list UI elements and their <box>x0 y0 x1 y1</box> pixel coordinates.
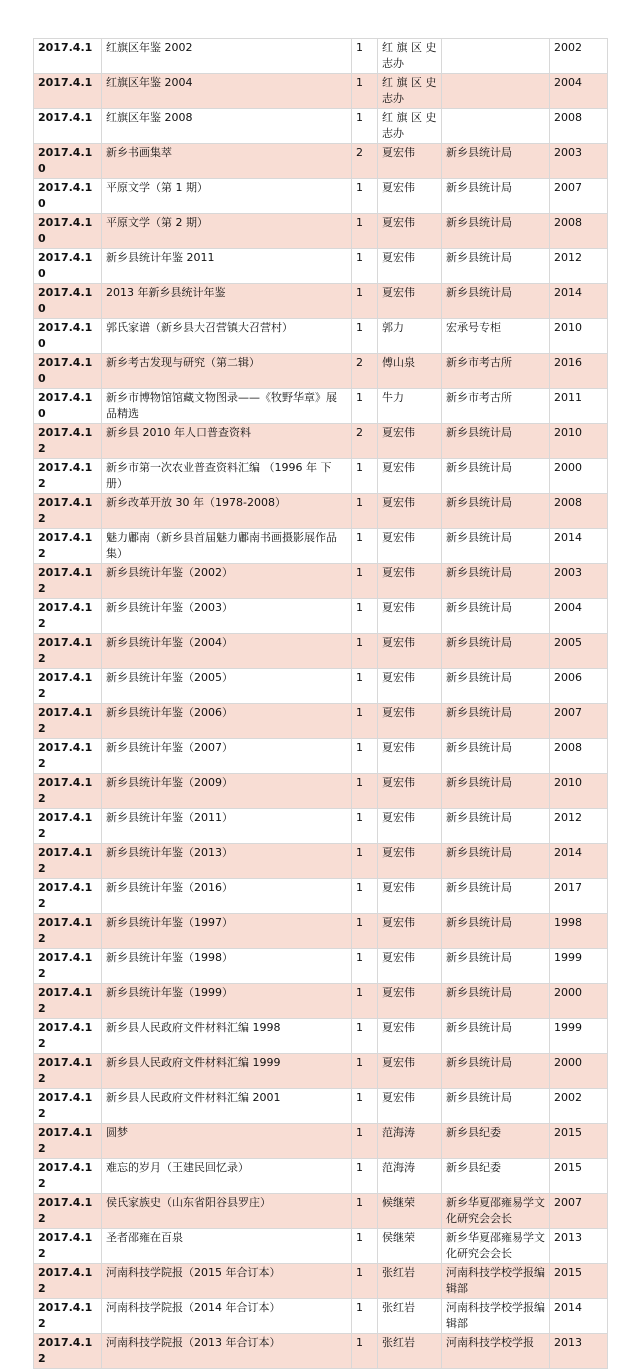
title-cell: 圣者邵雍在百泉 <box>102 1229 352 1264</box>
date-cell: 2017.4.12 <box>34 1089 102 1124</box>
date-cell: 2017.4.12 <box>34 1054 102 1089</box>
quantity-cell: 1 <box>352 1054 378 1089</box>
author-cell: 郭力 <box>378 319 442 354</box>
year-cell: 2007 <box>550 1194 608 1229</box>
author-cell: 夏宏伟 <box>378 844 442 879</box>
table-row <box>34 1159 608 1194</box>
table-row <box>34 109 608 144</box>
date-cell: 2017.4.12 <box>34 914 102 949</box>
title-cell: 新乡县统计年鉴（2013） <box>102 844 352 879</box>
table-row <box>34 984 608 1019</box>
table-row <box>34 1054 608 1089</box>
date-cell: 2017.4.12 <box>34 1019 102 1054</box>
quantity-cell: 1 <box>352 494 378 529</box>
publisher-cell: 新乡县统计局 <box>442 984 550 1019</box>
date-cell: 2017.4.1 <box>34 74 102 109</box>
year-cell: 2012 <box>550 249 608 284</box>
publisher-cell: 新乡县纪委 <box>442 1124 550 1159</box>
table-row <box>34 1019 608 1054</box>
author-cell: 夏宏伟 <box>378 949 442 984</box>
author-cell: 夏宏伟 <box>378 249 442 284</box>
date-cell: 2017.4.1 <box>34 39 102 74</box>
title-cell: 新乡县统计年鉴（2007） <box>102 739 352 774</box>
quantity-cell: 1 <box>352 74 378 109</box>
table-row <box>34 144 608 179</box>
table-row <box>34 319 608 354</box>
table-row <box>34 914 608 949</box>
quantity-cell: 1 <box>352 879 378 914</box>
table-row <box>34 354 608 389</box>
publisher-cell: 新乡县统计局 <box>442 879 550 914</box>
table-row <box>34 634 608 669</box>
table-row <box>34 284 608 319</box>
title-cell: 新乡县人民政府文件材料汇编 2001 <box>102 1089 352 1124</box>
date-cell: 2017.4.12 <box>34 774 102 809</box>
author-cell: 范海涛 <box>378 1124 442 1159</box>
author-cell: 夏宏伟 <box>378 494 442 529</box>
date-cell: 2017.4.10 <box>34 214 102 249</box>
date-cell: 2017.4.10 <box>34 389 102 424</box>
quantity-cell: 1 <box>352 1264 378 1299</box>
title-cell: 新乡市博物馆馆藏文物图录——《牧野华章》展品精选 <box>102 389 352 424</box>
book-donation-table <box>33 38 608 1369</box>
quantity-cell: 1 <box>352 249 378 284</box>
title-cell: 新乡县统计年鉴（2004） <box>102 634 352 669</box>
author-cell: 夏宏伟 <box>378 914 442 949</box>
author-cell: 夏宏伟 <box>378 459 442 494</box>
table-row <box>34 809 608 844</box>
quantity-cell: 1 <box>352 214 378 249</box>
title-cell: 红旗区年鉴 2008 <box>102 109 352 144</box>
title-cell: 红旗区年鉴 2004 <box>102 74 352 109</box>
title-cell: 新乡县统计年鉴（2005） <box>102 669 352 704</box>
year-cell: 2008 <box>550 494 608 529</box>
title-cell: 新乡县统计年鉴（2011） <box>102 809 352 844</box>
date-cell: 2017.4.12 <box>34 949 102 984</box>
quantity-cell: 1 <box>352 564 378 599</box>
author-cell: 夏宏伟 <box>378 1089 442 1124</box>
table-row <box>34 214 608 249</box>
author-cell: 夏宏伟 <box>378 179 442 214</box>
title-cell: 新乡改革开放 30 年（1978-2008） <box>102 494 352 529</box>
author-cell: 红 旗 区 史 志办 <box>378 74 442 109</box>
author-cell: 夏宏伟 <box>378 704 442 739</box>
table-row <box>34 949 608 984</box>
date-cell: 2017.4.12 <box>34 634 102 669</box>
title-cell: 新乡县统计年鉴（2016） <box>102 879 352 914</box>
quantity-cell: 1 <box>352 844 378 879</box>
year-cell: 2004 <box>550 599 608 634</box>
year-cell: 2015 <box>550 1159 608 1194</box>
year-cell: 2014 <box>550 529 608 564</box>
year-cell: 2010 <box>550 319 608 354</box>
table-row <box>34 1089 608 1124</box>
quantity-cell: 1 <box>352 984 378 1019</box>
year-cell: 2013 <box>550 1229 608 1264</box>
quantity-cell: 1 <box>352 809 378 844</box>
date-cell: 2017.4.12 <box>34 669 102 704</box>
date-cell: 2017.4.10 <box>34 354 102 389</box>
year-cell: 2008 <box>550 739 608 774</box>
quantity-cell: 1 <box>352 1229 378 1264</box>
year-cell: 2000 <box>550 459 608 494</box>
table-row <box>34 1229 608 1264</box>
publisher-cell: 新乡县统计局 <box>442 494 550 529</box>
date-cell: 2017.4.1 <box>34 109 102 144</box>
year-cell: 1999 <box>550 1019 608 1054</box>
publisher-cell: 新乡县统计局 <box>442 634 550 669</box>
table-row <box>34 704 608 739</box>
publisher-cell: 新乡市考古所 <box>442 354 550 389</box>
publisher-cell: 新乡县统计局 <box>442 669 550 704</box>
table-row <box>34 879 608 914</box>
publisher-cell <box>442 39 550 74</box>
year-cell: 2014 <box>550 1299 608 1334</box>
table-row <box>34 1264 608 1299</box>
author-cell: 张红岩 <box>378 1334 442 1369</box>
publisher-cell: 新乡县统计局 <box>442 144 550 179</box>
date-cell: 2017.4.12 <box>34 879 102 914</box>
title-cell: 难忘的岁月（王建民回忆录） <box>102 1159 352 1194</box>
publisher-cell: 新乡市考古所 <box>442 389 550 424</box>
date-cell: 2017.4.12 <box>34 984 102 1019</box>
author-cell: 红 旗 区 史 志办 <box>378 39 442 74</box>
publisher-cell: 新乡县统计局 <box>442 1089 550 1124</box>
author-cell: 夏宏伟 <box>378 424 442 459</box>
date-cell: 2017.4.12 <box>34 739 102 774</box>
publisher-cell: 河南科技学校学报 <box>442 1334 550 1369</box>
author-cell: 夏宏伟 <box>378 669 442 704</box>
author-cell: 傅山泉 <box>378 354 442 389</box>
year-cell: 2002 <box>550 39 608 74</box>
title-cell: 郭氏家谱（新乡县大召营镇大召营村） <box>102 319 352 354</box>
year-cell: 2014 <box>550 284 608 319</box>
publisher-cell: 新乡县统计局 <box>442 529 550 564</box>
table-row <box>34 599 608 634</box>
author-cell: 夏宏伟 <box>378 529 442 564</box>
date-cell: 2017.4.12 <box>34 1334 102 1369</box>
quantity-cell: 2 <box>352 424 378 459</box>
quantity-cell: 1 <box>352 914 378 949</box>
title-cell: 新乡县人民政府文件材料汇编 1998 <box>102 1019 352 1054</box>
quantity-cell: 1 <box>352 634 378 669</box>
date-cell: 2017.4.12 <box>34 704 102 739</box>
quantity-cell: 1 <box>352 319 378 354</box>
publisher-cell: 新乡华夏邵雍易学文化研究会会长 <box>442 1194 550 1229</box>
date-cell: 2017.4.10 <box>34 179 102 214</box>
publisher-cell: 河南科技学校学报编辑部 <box>442 1264 550 1299</box>
year-cell: 2003 <box>550 144 608 179</box>
year-cell: 2000 <box>550 1054 608 1089</box>
table-row <box>34 1334 608 1369</box>
publisher-cell: 新乡县统计局 <box>442 774 550 809</box>
quantity-cell: 1 <box>352 599 378 634</box>
table-row <box>34 494 608 529</box>
author-cell: 夏宏伟 <box>378 564 442 599</box>
title-cell: 河南科技学院报（2013 年合订本） <box>102 1334 352 1369</box>
table-row <box>34 739 608 774</box>
table-row <box>34 1124 608 1159</box>
year-cell: 2012 <box>550 809 608 844</box>
publisher-cell: 新乡县统计局 <box>442 179 550 214</box>
year-cell: 2007 <box>550 704 608 739</box>
title-cell: 新乡县统计年鉴（2009） <box>102 774 352 809</box>
date-cell: 2017.4.12 <box>34 459 102 494</box>
quantity-cell: 1 <box>352 1089 378 1124</box>
quantity-cell: 1 <box>352 389 378 424</box>
date-cell: 2017.4.12 <box>34 1194 102 1229</box>
quantity-cell: 1 <box>352 109 378 144</box>
quantity-cell: 1 <box>352 739 378 774</box>
publisher-cell: 新乡县统计局 <box>442 284 550 319</box>
author-cell: 夏宏伟 <box>378 984 442 1019</box>
title-cell: 圆梦 <box>102 1124 352 1159</box>
title-cell: 新乡市第一次农业普查资料汇编 （1996 年 下册） <box>102 459 352 494</box>
year-cell: 1999 <box>550 949 608 984</box>
publisher-cell: 新乡县统计局 <box>442 249 550 284</box>
title-cell: 侯氏家族史（山东省阳谷县罗庄） <box>102 1194 352 1229</box>
publisher-cell: 新乡县统计局 <box>442 564 550 599</box>
author-cell: 牛力 <box>378 389 442 424</box>
year-cell: 2014 <box>550 844 608 879</box>
quantity-cell: 2 <box>352 144 378 179</box>
author-cell: 夏宏伟 <box>378 284 442 319</box>
quantity-cell: 1 <box>352 39 378 74</box>
year-cell: 2010 <box>550 774 608 809</box>
author-cell: 侯继荣 <box>378 1229 442 1264</box>
year-cell: 2011 <box>550 389 608 424</box>
date-cell: 2017.4.12 <box>34 424 102 459</box>
table-row <box>34 179 608 214</box>
title-cell: 平原文学（第 2 期） <box>102 214 352 249</box>
author-cell: 夏宏伟 <box>378 879 442 914</box>
quantity-cell: 1 <box>352 1019 378 1054</box>
quantity-cell: 1 <box>352 529 378 564</box>
quantity-cell: 1 <box>352 669 378 704</box>
publisher-cell: 新乡华夏邵雍易学文化研究会会长 <box>442 1229 550 1264</box>
quantity-cell: 1 <box>352 704 378 739</box>
quantity-cell: 1 <box>352 949 378 984</box>
table-row <box>34 389 608 424</box>
quantity-cell: 1 <box>352 1194 378 1229</box>
publisher-cell: 河南科技学校学报编辑部 <box>442 1299 550 1334</box>
table-row <box>34 564 608 599</box>
publisher-cell: 新乡县统计局 <box>442 844 550 879</box>
author-cell: 夏宏伟 <box>378 1019 442 1054</box>
author-cell: 夏宏伟 <box>378 144 442 179</box>
table-row <box>34 1299 608 1334</box>
year-cell: 2005 <box>550 634 608 669</box>
date-cell: 2017.4.12 <box>34 1264 102 1299</box>
date-cell: 2017.4.12 <box>34 1299 102 1334</box>
quantity-cell: 1 <box>352 284 378 319</box>
table-row <box>34 774 608 809</box>
publisher-cell: 新乡县统计局 <box>442 739 550 774</box>
year-cell: 2002 <box>550 1089 608 1124</box>
quantity-cell: 1 <box>352 1334 378 1369</box>
author-cell: 夏宏伟 <box>378 1054 442 1089</box>
title-cell: 新乡县统计年鉴（2003） <box>102 599 352 634</box>
author-cell: 夏宏伟 <box>378 214 442 249</box>
year-cell: 2000 <box>550 984 608 1019</box>
year-cell: 2017 <box>550 879 608 914</box>
year-cell: 2004 <box>550 74 608 109</box>
author-cell: 夏宏伟 <box>378 739 442 774</box>
author-cell: 张红岩 <box>378 1264 442 1299</box>
year-cell: 2010 <box>550 424 608 459</box>
quantity-cell: 1 <box>352 179 378 214</box>
publisher-cell <box>442 109 550 144</box>
publisher-cell: 新乡县统计局 <box>442 214 550 249</box>
year-cell: 2015 <box>550 1264 608 1299</box>
author-cell: 张红岩 <box>378 1299 442 1334</box>
title-cell: 新乡县统计年鉴 2011 <box>102 249 352 284</box>
year-cell: 2016 <box>550 354 608 389</box>
table-row <box>34 1194 608 1229</box>
table-row <box>34 529 608 564</box>
year-cell: 2007 <box>550 179 608 214</box>
date-cell: 2017.4.12 <box>34 809 102 844</box>
publisher-cell: 新乡县统计局 <box>442 459 550 494</box>
publisher-cell: 新乡县统计局 <box>442 599 550 634</box>
date-cell: 2017.4.12 <box>34 564 102 599</box>
year-cell: 2008 <box>550 214 608 249</box>
publisher-cell: 新乡县统计局 <box>442 424 550 459</box>
date-cell: 2017.4.12 <box>34 1229 102 1264</box>
date-cell: 2017.4.10 <box>34 144 102 179</box>
date-cell: 2017.4.10 <box>34 319 102 354</box>
title-cell: 新乡县统计年鉴（1998） <box>102 949 352 984</box>
author-cell: 范海涛 <box>378 1159 442 1194</box>
date-cell: 2017.4.12 <box>34 494 102 529</box>
publisher-cell: 新乡县统计局 <box>442 704 550 739</box>
publisher-cell: 新乡县纪委 <box>442 1159 550 1194</box>
author-cell: 红 旗 区 史 志办 <box>378 109 442 144</box>
title-cell: 新乡考古发现与研究（第二辑） <box>102 354 352 389</box>
publisher-cell: 宏承号专柜 <box>442 319 550 354</box>
title-cell: 新乡县统计年鉴（1997） <box>102 914 352 949</box>
publisher-cell: 新乡县统计局 <box>442 949 550 984</box>
title-cell: 新乡县人民政府文件材料汇编 1999 <box>102 1054 352 1089</box>
publisher-cell: 新乡县统计局 <box>442 809 550 844</box>
title-cell: 河南科技学院报（2015 年合订本） <box>102 1264 352 1299</box>
year-cell: 2006 <box>550 669 608 704</box>
author-cell: 候继荣 <box>378 1194 442 1229</box>
year-cell: 2015 <box>550 1124 608 1159</box>
date-cell: 2017.4.12 <box>34 529 102 564</box>
date-cell: 2017.4.10 <box>34 284 102 319</box>
title-cell: 平原文学（第 1 期） <box>102 179 352 214</box>
table-row <box>34 669 608 704</box>
quantity-cell: 1 <box>352 1159 378 1194</box>
quantity-cell: 2 <box>352 354 378 389</box>
year-cell: 2013 <box>550 1334 608 1369</box>
table-row <box>34 39 608 74</box>
quantity-cell: 1 <box>352 459 378 494</box>
date-cell: 2017.4.10 <box>34 249 102 284</box>
author-cell: 夏宏伟 <box>378 634 442 669</box>
publisher-cell: 新乡县统计局 <box>442 1019 550 1054</box>
year-cell: 1998 <box>550 914 608 949</box>
year-cell: 2003 <box>550 564 608 599</box>
date-cell: 2017.4.12 <box>34 599 102 634</box>
author-cell: 夏宏伟 <box>378 809 442 844</box>
title-cell: 红旗区年鉴 2002 <box>102 39 352 74</box>
title-cell: 新乡县统计年鉴（1999） <box>102 984 352 1019</box>
publisher-cell: 新乡县统计局 <box>442 914 550 949</box>
table-row <box>34 424 608 459</box>
date-cell: 2017.4.12 <box>34 1159 102 1194</box>
year-cell: 2008 <box>550 109 608 144</box>
title-cell: 2013 年新乡县统计年鉴 <box>102 284 352 319</box>
publisher-cell: 新乡县统计局 <box>442 1054 550 1089</box>
table-row <box>34 844 608 879</box>
author-cell: 夏宏伟 <box>378 599 442 634</box>
quantity-cell: 1 <box>352 1124 378 1159</box>
publisher-cell <box>442 74 550 109</box>
title-cell: 新乡书画集萃 <box>102 144 352 179</box>
title-cell: 新乡县统计年鉴（2002） <box>102 564 352 599</box>
title-cell: 魅力鄘南（新乡县首届魅力鄘南书画摄影展作品集） <box>102 529 352 564</box>
date-cell: 2017.4.12 <box>34 1124 102 1159</box>
title-cell: 新乡县 2010 年人口普查资料 <box>102 424 352 459</box>
table-body <box>34 39 608 1369</box>
table-row <box>34 74 608 109</box>
quantity-cell: 1 <box>352 1299 378 1334</box>
quantity-cell: 1 <box>352 774 378 809</box>
author-cell: 夏宏伟 <box>378 774 442 809</box>
title-cell: 河南科技学院报（2014 年合订本） <box>102 1299 352 1334</box>
table-row <box>34 459 608 494</box>
title-cell: 新乡县统计年鉴（2006） <box>102 704 352 739</box>
date-cell: 2017.4.12 <box>34 844 102 879</box>
table-row <box>34 249 608 284</box>
